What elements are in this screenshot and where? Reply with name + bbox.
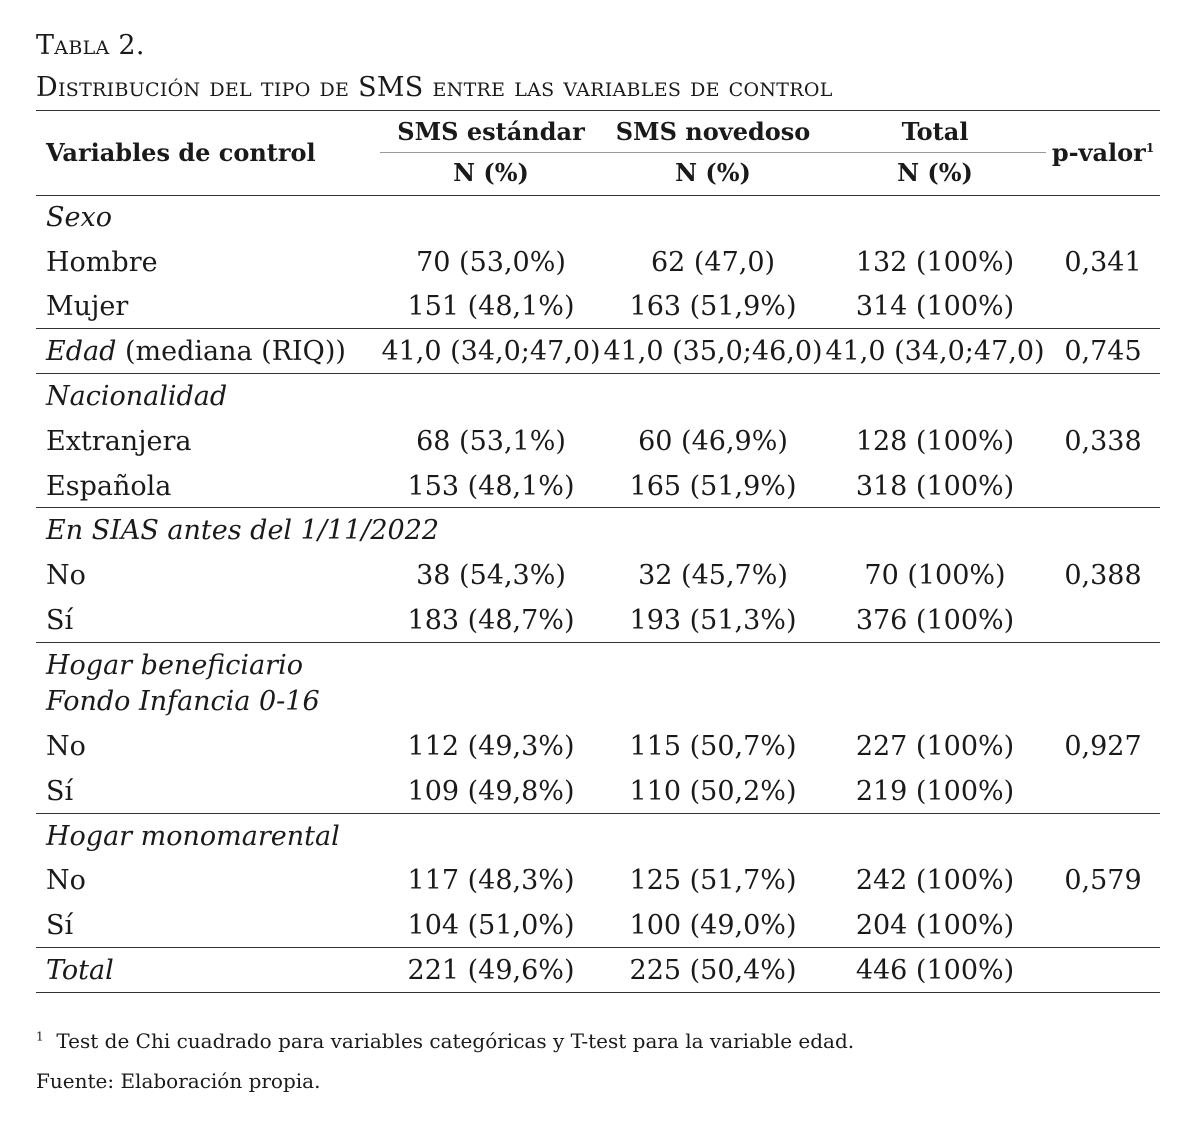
cell-sms-estandar: 70 (53,0%) xyxy=(416,247,566,278)
group-label: Nacionalidad xyxy=(46,381,228,412)
cell-sms-estandar: 153 (48,1%) xyxy=(407,471,575,502)
cell-sms-novedoso: 115 (50,7%) xyxy=(629,731,797,762)
cell-sms-estandar: 151 (48,1%) xyxy=(407,291,575,322)
cell-sms-novedoso: 41,0 (35,0;46,0) xyxy=(603,336,823,367)
group-label: Sexo xyxy=(46,202,112,233)
cell-total: 227 (100%) xyxy=(855,731,1015,762)
cell-p-valor: 0,388 xyxy=(1064,560,1142,591)
row-label: Sí xyxy=(46,605,74,636)
cell-total: 242 (100%) xyxy=(855,865,1015,896)
cell-p-valor: 0,341 xyxy=(1064,247,1142,278)
cell-sms-novedoso: 193 (51,3%) xyxy=(629,605,797,636)
cell-sms-estandar: 38 (54,3%) xyxy=(416,560,566,591)
header-variables: Variables de control xyxy=(46,138,316,167)
total-label: Total xyxy=(46,955,114,986)
row-label: Sí xyxy=(46,776,74,807)
group-label: En SIAS antes del 1/11/2022 xyxy=(46,515,440,546)
cell-p-valor: 0,927 xyxy=(1064,731,1142,762)
table-title: Distribución del tipo de SMS entre las variables de control xyxy=(36,72,833,103)
cell-sms-novedoso: 60 (46,9%) xyxy=(638,426,788,457)
group-label-line2: Fondo Infancia 0-16 xyxy=(46,686,320,717)
header-sms-novedoso: SMS novedoso xyxy=(615,117,811,146)
cell-sms-novedoso: 100 (49,0%) xyxy=(629,910,797,941)
group-label: Hogar monomarental xyxy=(46,821,340,852)
cell-sms-novedoso: 110 (50,2%) xyxy=(629,776,797,807)
cell-total: 376 (100%) xyxy=(855,605,1015,636)
cell-total: 128 (100%) xyxy=(855,426,1015,457)
cell-p-valor: 0,579 xyxy=(1064,865,1142,896)
cell-sms-novedoso: 125 (51,7%) xyxy=(629,865,797,896)
section-rule xyxy=(36,328,1160,329)
table-number: Tabla 2. xyxy=(36,30,145,61)
cell-total: 446 (100%) xyxy=(855,955,1015,986)
section-rule xyxy=(36,813,1160,814)
header-total: Total xyxy=(901,117,969,146)
row-label: Hombre xyxy=(46,247,158,278)
header-sub-rule xyxy=(380,152,1046,153)
header-p-valor: p-valor$^1$ xyxy=(1051,138,1155,167)
cell-sms-estandar: 68 (53,1%) xyxy=(416,426,566,457)
header-n-3: N (%) xyxy=(897,158,973,187)
row-label: No xyxy=(46,731,86,762)
cell-sms-novedoso: 163 (51,9%) xyxy=(629,291,797,322)
row-label: Española xyxy=(46,471,172,502)
section-rule xyxy=(36,507,1160,508)
top-rule xyxy=(36,110,1160,111)
row-label: Extranjera xyxy=(46,426,192,457)
row-label: Sí xyxy=(46,910,74,941)
cell-total: 70 (100%) xyxy=(864,560,1006,591)
section-rule xyxy=(36,642,1160,643)
header-rule xyxy=(36,195,1160,196)
cell-total: 41,0 (34,0;47,0) xyxy=(825,336,1045,367)
cell-total: 132 (100%) xyxy=(855,247,1015,278)
cell-sms-estandar: 109 (49,8%) xyxy=(407,776,575,807)
cell-sms-estandar: 117 (48,3%) xyxy=(407,865,575,896)
cell-p-valor: 0,338 xyxy=(1064,426,1142,457)
section-rule xyxy=(36,373,1160,374)
cell-sms-estandar: 104 (51,0%) xyxy=(407,910,575,941)
cell-sms-novedoso: 165 (51,9%) xyxy=(629,471,797,502)
section-rule xyxy=(36,947,1160,948)
cell-total: 318 (100%) xyxy=(855,471,1015,502)
group-label: Hogar beneficiario xyxy=(46,650,303,681)
row-label: No xyxy=(46,865,86,896)
cell-total: 314 (100%) xyxy=(855,291,1015,322)
cell-p-valor: 0,745 xyxy=(1064,336,1142,367)
cell-sms-novedoso: 225 (50,4%) xyxy=(629,955,797,986)
cell-sms-novedoso: 62 (47,0) xyxy=(650,247,776,278)
cell-total: 204 (100%) xyxy=(855,910,1015,941)
cell-sms-novedoso: 32 (45,7%) xyxy=(638,560,788,591)
header-sms-estandar: SMS estándar xyxy=(397,117,585,146)
cell-sms-estandar: 221 (49,6%) xyxy=(407,955,575,986)
row-label-edad: Edad (mediana (RIQ)) xyxy=(46,336,346,367)
header-n-2: N (%) xyxy=(675,158,751,187)
cell-sms-estandar: 183 (48,7%) xyxy=(407,605,575,636)
cell-sms-estandar: 112 (49,3%) xyxy=(407,731,575,762)
row-label: No xyxy=(46,560,86,591)
source-note: Fuente: Elaboración propia. xyxy=(36,1069,321,1093)
row-label: Mujer xyxy=(46,291,129,322)
cell-total: 219 (100%) xyxy=(855,776,1015,807)
bottom-rule xyxy=(36,992,1160,993)
footnote: $^1$ Test de Chi cuadrado para variables categóricas y T-test para la variable edad. xyxy=(36,1029,855,1053)
header-n-1: N (%) xyxy=(453,158,529,187)
cell-sms-estandar: 41,0 (34,0;47,0) xyxy=(381,336,601,367)
